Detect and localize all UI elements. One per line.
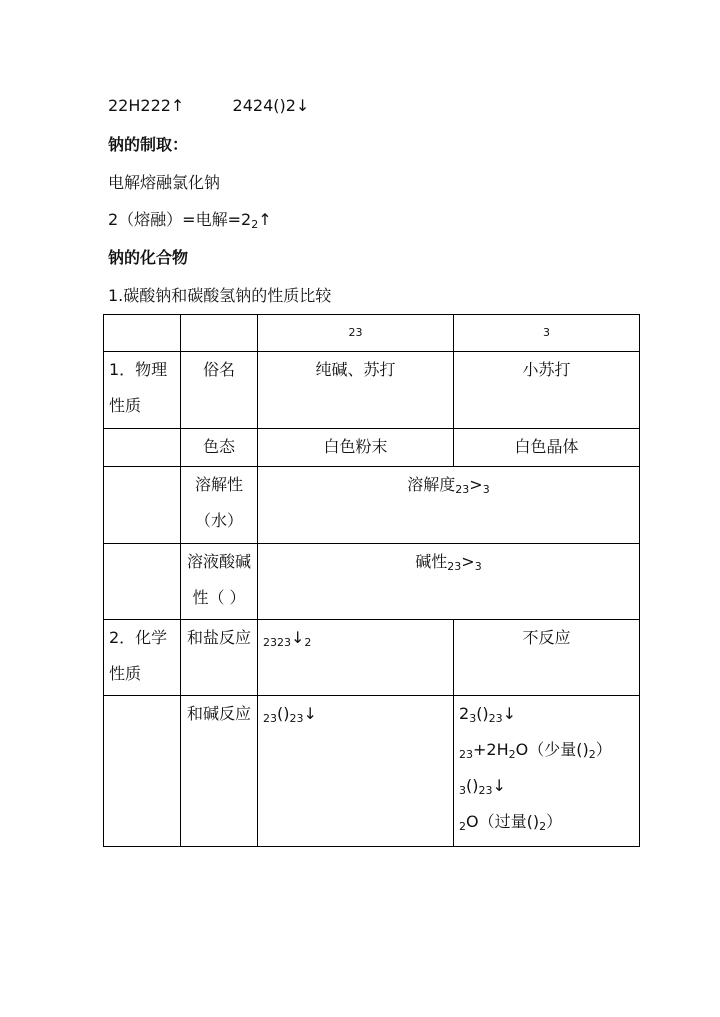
- nahco3-base-reaction: [454, 696, 640, 847]
- category-physical: 1．物理性质: [104, 352, 181, 429]
- n1-sub: 3: [469, 712, 477, 725]
- base-na-arrow: ↓: [303, 704, 317, 723]
- n3-arrow: ↓: [492, 776, 506, 795]
- n1-b: (): [476, 704, 489, 723]
- solubility-sub1: 23: [455, 483, 470, 496]
- base-na-sub1: 23: [263, 712, 277, 725]
- solubility-text: 溶解度: [407, 475, 456, 494]
- nahco3-color: 白色晶体: [454, 429, 640, 467]
- na2co3-salt-reaction: [258, 620, 454, 696]
- category-empty: [104, 544, 181, 620]
- n4-sub2: 2: [539, 820, 547, 833]
- na2co3-common-name: 纯碱、苏打: [258, 352, 454, 429]
- category-empty: [104, 696, 181, 847]
- table-row-salt-reaction: [104, 620, 640, 696]
- header-nahco3: 3: [454, 315, 640, 352]
- basicity-sub1: 23: [447, 560, 462, 573]
- n1-arrow: ↓: [502, 704, 517, 723]
- property-salt-reaction: 和盐反应: [181, 620, 258, 696]
- property-solubility: 溶解性（水）: [181, 467, 258, 544]
- n1-a: 2: [459, 704, 470, 723]
- comparison-table: [103, 314, 640, 847]
- category-empty: [104, 467, 181, 544]
- prep-eq-main: 2（熔融）=电解=2: [108, 210, 252, 229]
- nahco3-base-line-1: [459, 696, 639, 732]
- table-header-row: [104, 315, 640, 352]
- header-empty-2: [181, 315, 258, 352]
- nahco3-salt-reaction: 不反应: [454, 620, 640, 696]
- n2-c: ）: [595, 740, 612, 759]
- base-na-sub2: 23: [289, 712, 304, 725]
- equation-left: 22H222↑: [108, 96, 185, 115]
- heading-sodium-preparation: 钠的制取：: [108, 135, 189, 154]
- n4-a: O（过量(): [466, 812, 540, 831]
- nahco3-base-line-4: [459, 804, 639, 840]
- n2-sub: 23: [459, 748, 473, 761]
- property-common-name: 俗名: [181, 352, 258, 429]
- n4-b: ）: [546, 812, 563, 831]
- property-color: 色态: [181, 429, 258, 467]
- preparation-equation: [108, 210, 272, 230]
- table-row-base-reaction: [104, 696, 640, 847]
- solubility-sub2: 3: [482, 483, 490, 496]
- na2co3-base-reaction: [258, 696, 454, 847]
- table-row-color: [104, 429, 640, 467]
- basicity-text: 碱性: [415, 552, 448, 571]
- equation-right: 2424()2↓: [232, 96, 310, 115]
- na2co3-color: 白色粉末: [258, 429, 454, 467]
- n2-a: +2H: [473, 740, 509, 759]
- category-chemical: 2．化学性质: [104, 620, 181, 696]
- category-empty: [104, 429, 181, 467]
- salt-sub-pre: 2323: [263, 636, 291, 649]
- salt-sub: 2: [304, 636, 312, 649]
- solubility-comparison: [258, 467, 640, 544]
- property-base-reaction: 和碱反应: [181, 696, 258, 847]
- solubility-op: >: [469, 475, 483, 494]
- n2-sub2: 2: [508, 748, 516, 761]
- nahco3-common-name: 小苏打: [454, 352, 640, 429]
- header-na2co3: 23: [258, 315, 454, 352]
- n2-sub3: 2: [588, 748, 596, 761]
- basicity-sub2: 3: [474, 560, 482, 573]
- n1-sub2: 23: [488, 712, 503, 725]
- salt-arrow: ↓: [291, 628, 305, 647]
- n3-sub: 3: [459, 784, 466, 797]
- header-empty-1: [104, 315, 181, 352]
- n3-sub2: 23: [478, 784, 493, 797]
- equation-line-1: [108, 96, 309, 116]
- basicity-comparison: [258, 544, 640, 620]
- prep-eq-tail: ↑: [258, 210, 272, 229]
- property-basicity: 溶液酸碱性（ ）: [181, 544, 258, 620]
- section-title: 1.碳酸钠和碳酸氢钠的性质比较: [108, 286, 332, 305]
- heading-sodium-compounds: 钠的化合物: [108, 248, 189, 267]
- table-row-common-name: [104, 352, 640, 429]
- nahco3-base-line-2: [459, 732, 639, 768]
- table-row-solubility: [104, 467, 640, 544]
- base-na-mid: (): [277, 704, 290, 723]
- table-row-basicity: [104, 544, 640, 620]
- nahco3-base-line-3: [459, 768, 639, 804]
- preparation-method: 电解熔融氯化钠: [108, 173, 221, 192]
- n4-sub: 2: [459, 820, 466, 833]
- basicity-op: >: [461, 552, 475, 571]
- prep-eq-sub: 2: [251, 218, 259, 231]
- n3-a: (): [466, 776, 479, 795]
- n2-b: O（少量(): [515, 740, 589, 759]
